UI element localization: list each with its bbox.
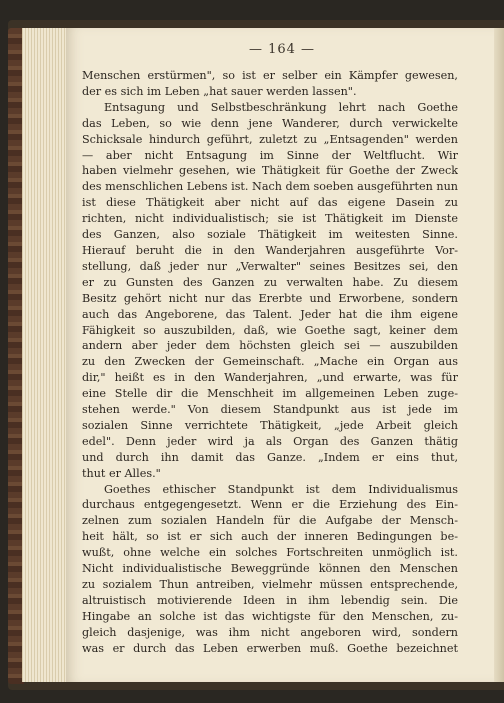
text-line: des Ganzen, also soziale Thätigkeit im weitesten Sinne. [82, 228, 458, 242]
text-line: — aber nicht Entsagung im Sinne der Weltflucht. Wir [82, 148, 458, 162]
text-line: das Leben, so wie denn jene Wanderer, durch verwickelte [82, 116, 458, 130]
text-line: dir," heißt es in den Wanderjahren, „und erwarte, was für [82, 371, 458, 385]
text-line: Fähigkeit so auszubilden, daß, wie Goethe sagt, keiner dem [82, 323, 458, 337]
text-line: zu den Zwecken der Gemeinschaft. „Mache ein Organ aus [82, 355, 458, 369]
text-line: stehen werde." Von diesem Standpunkt aus ist jede im [82, 403, 458, 417]
text-line: und durch ihn damit das Ganze. „Indem er eins thut, [82, 450, 458, 464]
text-line: andern aber jeder dem höchsten gleich sei — auszubilden [82, 339, 458, 353]
text-line: thut er Alles." [82, 466, 161, 480]
text-line: was er durch das Leben erwerben muß. Goethe bezeichnet [82, 641, 458, 655]
text-line: stellung, daß jeder nur „Verwalter" seines Besitzes sei, den [82, 259, 458, 273]
page-number: — 164 — [248, 42, 316, 57]
text-line: wußt, ohne welche ein solches Fortschreiten unmöglich ist. [82, 546, 458, 560]
text-line: des menschlichen Lebens ist. Nach dem soeben ausgeführten nun [82, 180, 458, 194]
text-line: Nicht individualistische Beweggründe können den Menschen [82, 562, 458, 576]
text-line: heit hält, so ist er sich auch der inneren Bedingungen be- [82, 530, 458, 544]
text-line: haben vielmehr gesehen, wie Thätigkeit für Goethe der Zweck [82, 164, 458, 178]
text-line: der es sich im Leben „hat sauer werden lassen". [82, 84, 357, 98]
text-line: Hierauf beruht die in den Wanderjahren ausgeführte Vor- [82, 243, 458, 257]
text-line: Entsagung und Selbstbeschränkung lehrt nach Goethe [104, 100, 458, 114]
text-line: zu sozialem Thun antreiben, vielmehr müssen entsprechende, [82, 578, 458, 591]
text-line: edel". Denn jeder wird ja als Organ des Ganzen thätig [82, 434, 458, 448]
page-right-edge [494, 28, 504, 682]
text-line: altruistisch motivierende Ideen in ihm lebendig sein. Die [82, 593, 458, 607]
text-line: Schicksale hindurch geführt, zuletzt zu „Entsagenden" werden [82, 132, 458, 146]
text-line: auch das Angeborene, das Talent. Jeder hat die ihm eigene [82, 307, 458, 321]
text-line: Besitz gehört nicht nur das Ererbte und Erworbene, sondern [82, 291, 458, 305]
text-line: zelnen zum sozialen Handeln für die Aufgabe der Mensch- [82, 514, 458, 528]
text-line: eine Stelle dir die Menschheit im allgemeinen Leben zuge- [82, 387, 458, 401]
text-line: sozialen Sinne verrichtete Thätigkeit, „jede Arbeit gleich [82, 418, 458, 432]
text-line: Goethes ethischer Standpunkt ist dem Individualismus [104, 482, 458, 496]
text-line: gleich dasjenige, was ihm nicht angeboren wird, sondern [82, 625, 458, 639]
text-line: richten, nicht individualistisch; sie ist Thätigkeit im Dienste [82, 212, 458, 226]
page-stack-edge [22, 28, 67, 682]
text-line: Hingabe an solche ist das wichtigste für den Menschen, zu- [82, 609, 458, 623]
text-line: ist diese Thätigkeit aber nicht auf das eigene Dasein zu [82, 196, 458, 210]
text-line: er zu Gunsten des Ganzen zu verwalten habe. Zu diesem [82, 275, 458, 289]
text-line: durchaus entgegengesetzt. Wenn er die Erziehung des Ein- [82, 498, 458, 512]
body-text [82, 68, 458, 657]
text-line: Menschen erstürmen", so ist er selber ein Kämpfer gewesen, [82, 69, 458, 82]
